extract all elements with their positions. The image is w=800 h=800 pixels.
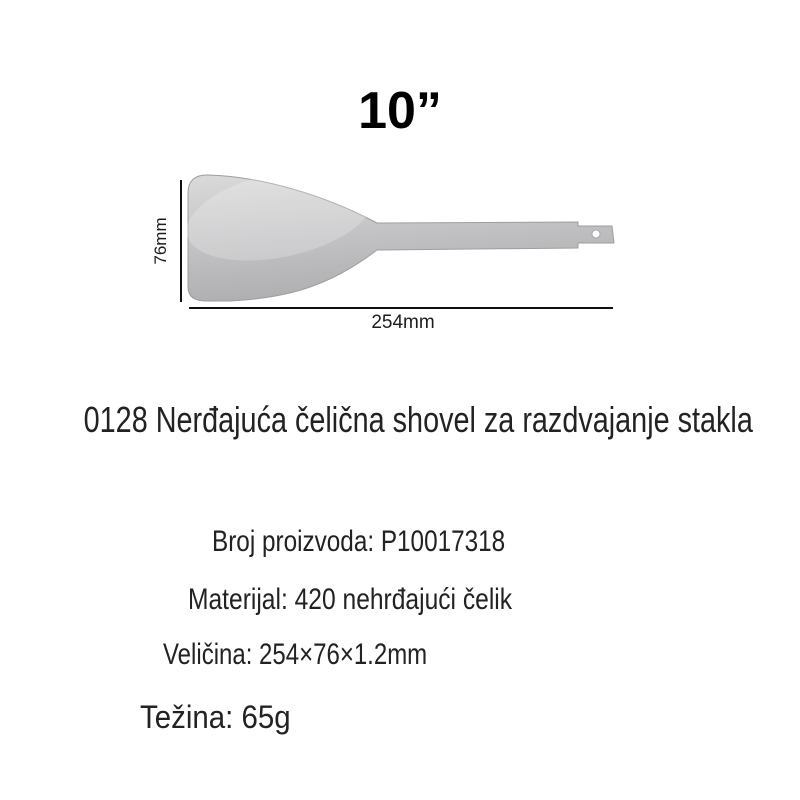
spatula-hanging-hole (592, 230, 600, 238)
spec-product-number-text: Broj proizvoda: P10017318 (212, 525, 506, 558)
spec-size (163, 640, 493, 670)
spec-material (188, 585, 583, 615)
height-dimension-label: 76mm (151, 217, 170, 265)
spec-weight (140, 701, 304, 733)
page-title: 10” (358, 82, 442, 140)
spec-product-number (212, 527, 574, 557)
spatula-figure (140, 150, 640, 350)
spec-weight-text: Težina: 65g (140, 699, 291, 735)
product-description-text: 0128 Nerđajuća čelična shovel za razdvajanje stakla (83, 399, 753, 440)
width-dimension-label: 254mm (371, 312, 435, 333)
spec-size-text: Veličina: 254×76×1.2mm (163, 638, 428, 671)
product-description (0, 399, 800, 440)
spec-material-text: Materijal: 420 nehrđajući čelik (188, 583, 513, 616)
